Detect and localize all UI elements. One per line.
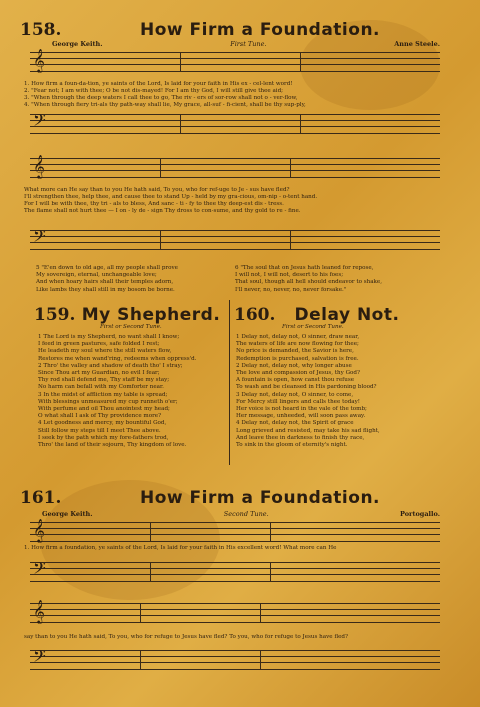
hymn-title: My Shepherd. (81, 305, 221, 325)
lyric-line: What more can He say than to you He hath said, To you, who for ref-uge to Je - sus have fled? (24, 187, 290, 193)
author: George Keith. (42, 510, 93, 518)
verse-line: O what shall I ask of Thy providence more? (38, 413, 162, 420)
composer: Portogallo. (399, 510, 440, 518)
hymn-158-verse-5 (36, 265, 178, 294)
lyric-line: For I will be with thee, thy tri - als to bless, And sanc - ti - fy to thee thy deep-est dis - tress. (24, 201, 284, 207)
hymn-158-verse-6 (235, 265, 382, 294)
hymn-161-lyric-1: 1. How firm a foundation, ye saints of the Lord, Is laid for your faith in His excellent word! What more can He (24, 545, 337, 551)
verse-line: Still follow my steps till I meet Thee above. (38, 427, 161, 434)
verse-line: 4 Delay not, delay not, the Spirit of grace (236, 420, 354, 427)
bass-clef-icon: 𝄢 (33, 226, 46, 250)
verse-line: A fountain is open, how canst thou refuse (236, 377, 355, 384)
lyric-line: 2. "Fear not; I am with thee; O be not dis-mayed! For I am thy God, I will still give thee aid; (24, 88, 284, 94)
verse-line: With perfume and oil Thou anointest my head; (38, 406, 170, 413)
verse-line: He leadeth my soul where the still waters flow, (38, 348, 172, 355)
verse-line: 1 Delay not, delay not, O sinner, draw near, (236, 334, 360, 340)
treble-clef-icon: 𝄞 (33, 599, 45, 623)
lyric-line: I'll strengthen thee, help thee, and cause thee to stand Up - held by my gra-cious, om-nip - o-tent hand. (24, 194, 318, 200)
column-divider (229, 300, 230, 465)
music-staff (30, 646, 440, 670)
verse-line: I'll never, no, never, no, never forsake." (235, 286, 347, 293)
stanza-lyrics (24, 81, 440, 109)
verse-line: That soul, though all hell should endeavor to shake, (235, 279, 383, 286)
music-staff (30, 154, 440, 178)
music-staff (30, 518, 440, 542)
verse-line: Like lambs they shall still in my bosom be borne. (36, 286, 175, 293)
tune-name: First Tune. (230, 40, 267, 48)
lyric-line: The flame shall not hurt thee — I on - ly de - sign Thy dross to con-sume, and thy gold to re - fine. (24, 208, 301, 214)
lyric-line: 4. "When through fiery tri-als thy path-way shall lie, My grace, all-suf - fi-cient, shall be thy sup-ply, (24, 102, 306, 108)
verse-line: Thy rod shall defend me, Thy staff be my stay; (38, 377, 170, 384)
hymn-number: 159. (34, 305, 76, 325)
verse-line: 3 Delay not, delay not, O sinner, to come, (236, 391, 354, 398)
tune-name: Second Tune. (223, 510, 269, 518)
verse-line: 2 Thro' the valley and shadow of death tho' I stray; (38, 362, 183, 369)
treble-clef-icon: 𝄞 (33, 48, 45, 72)
hymn-number: 161. (20, 488, 62, 508)
verse-line: 4 Let goodness and mercy, my bountiful God, (38, 420, 167, 427)
verse-line: To wash and be cleansed in His pardoning blood? (236, 384, 377, 391)
composer: Anne Steele. (394, 40, 440, 48)
verse-line: And when hoary hairs shall their temples adorn, (36, 279, 174, 286)
verse-line: Her voice is not heard in the vale of the tomb; (236, 406, 367, 413)
verse-line: I will not, I will not, desert to his foes; (235, 272, 344, 279)
verse-line: The waters of life are now flowing for thee; (236, 341, 359, 348)
hymn-161-credits (42, 510, 440, 518)
hymn-161-lyric-2: say than to you He hath said, To you, who for refuge to Jesus have fled? To you, who for refuge to Jesus have fled? (24, 634, 348, 640)
verse-line: For Mercy still lingers and calls thee today! (236, 398, 361, 405)
verse-line: Thro' the land of their sojourn, Thy kingdom of love. (38, 442, 187, 449)
hymn-159-verses (38, 334, 197, 449)
verse-line: 3 In the midst of affliction my table is spread; (38, 391, 168, 398)
music-staff (30, 110, 440, 134)
lyric-line: 3. "When through the deep waters I call thee to go, The riv - ers of sor-row shall not o - ver-flow, (24, 95, 298, 101)
hymn-160-verses (236, 334, 380, 449)
bass-clef-icon: 𝄢 (33, 646, 46, 670)
music-staff (30, 599, 440, 623)
verse-line: No harm can befall with my Comforter near. (38, 384, 164, 391)
verse-line: I feed in green pastures, safe folded I rest; (38, 341, 160, 348)
tune-name: First or Second Tune. (282, 324, 344, 330)
hymn-160-header (234, 305, 420, 325)
verse-line: 5 "E'en down to old age, all my people shall prove (36, 265, 178, 271)
verse-line: My sovereign, eternal, unchangeable love; (36, 272, 157, 279)
hymn-title: How Firm a Foundation. (139, 20, 381, 40)
music-staff (30, 558, 440, 582)
hymn-title: Delay Not. (294, 305, 400, 325)
verse-line: Long grieved and resisted, may take his sad flight, (236, 427, 380, 434)
verse-line: No price is demanded, the Savior is here, (236, 348, 354, 355)
verse-line: Her message, unheeded, will soon pass away. (236, 413, 366, 420)
verse-line: 2 Delay not, delay not, why longer abuse (236, 362, 352, 369)
hymn-number: 158. (20, 20, 62, 40)
verse-line: And leave thee in darkness to finish thy race, (236, 434, 365, 441)
tune-name: First or Second Tune. (100, 324, 162, 330)
treble-clef-icon: 𝄞 (33, 518, 45, 542)
hymn-158-credits (52, 40, 440, 48)
verse-line: The love and compassion of Jesus, thy God? (236, 370, 360, 377)
verse-line: I seek by the path which my fore-fathers trod, (38, 434, 169, 441)
verse-line: Redemption is purchased, salvation is free. (236, 355, 359, 362)
verse-line: Since Thou art my Guardian, no evil I fear; (38, 370, 160, 377)
music-staff (30, 226, 440, 250)
refrain-lyrics (24, 187, 440, 215)
hymn-159-header (34, 305, 228, 325)
treble-clef-icon: 𝄞 (33, 154, 45, 178)
verse-line: With blessings unmeasured my cup runneth o'er; (38, 398, 178, 405)
verse-line: 1 The Lord is my Shepherd, no want shall I know; (38, 334, 180, 340)
hymn-158-header (20, 20, 460, 40)
hymn-161-header (20, 488, 460, 508)
hymn-title: How Firm a Foundation. (139, 488, 381, 508)
verse-line: Restores me when wand'ring, redeems when oppress'd. (38, 355, 197, 362)
music-staff (30, 48, 440, 72)
author: George Keith. (52, 40, 103, 48)
lyric-line: 1. How firm a foun-da-tion, ye saints of the Lord, Is laid for your faith in His ex - cel-lent word! (24, 81, 293, 87)
verse-line: To sink in the gloom of eternity's night. (236, 442, 348, 449)
bass-clef-icon: 𝄢 (33, 558, 46, 582)
verse-line: 6 "The soul that on Jesus hath leaned for repose, (235, 265, 374, 271)
bass-clef-icon: 𝄢 (33, 110, 46, 134)
hymn-number: 160. (234, 305, 276, 325)
